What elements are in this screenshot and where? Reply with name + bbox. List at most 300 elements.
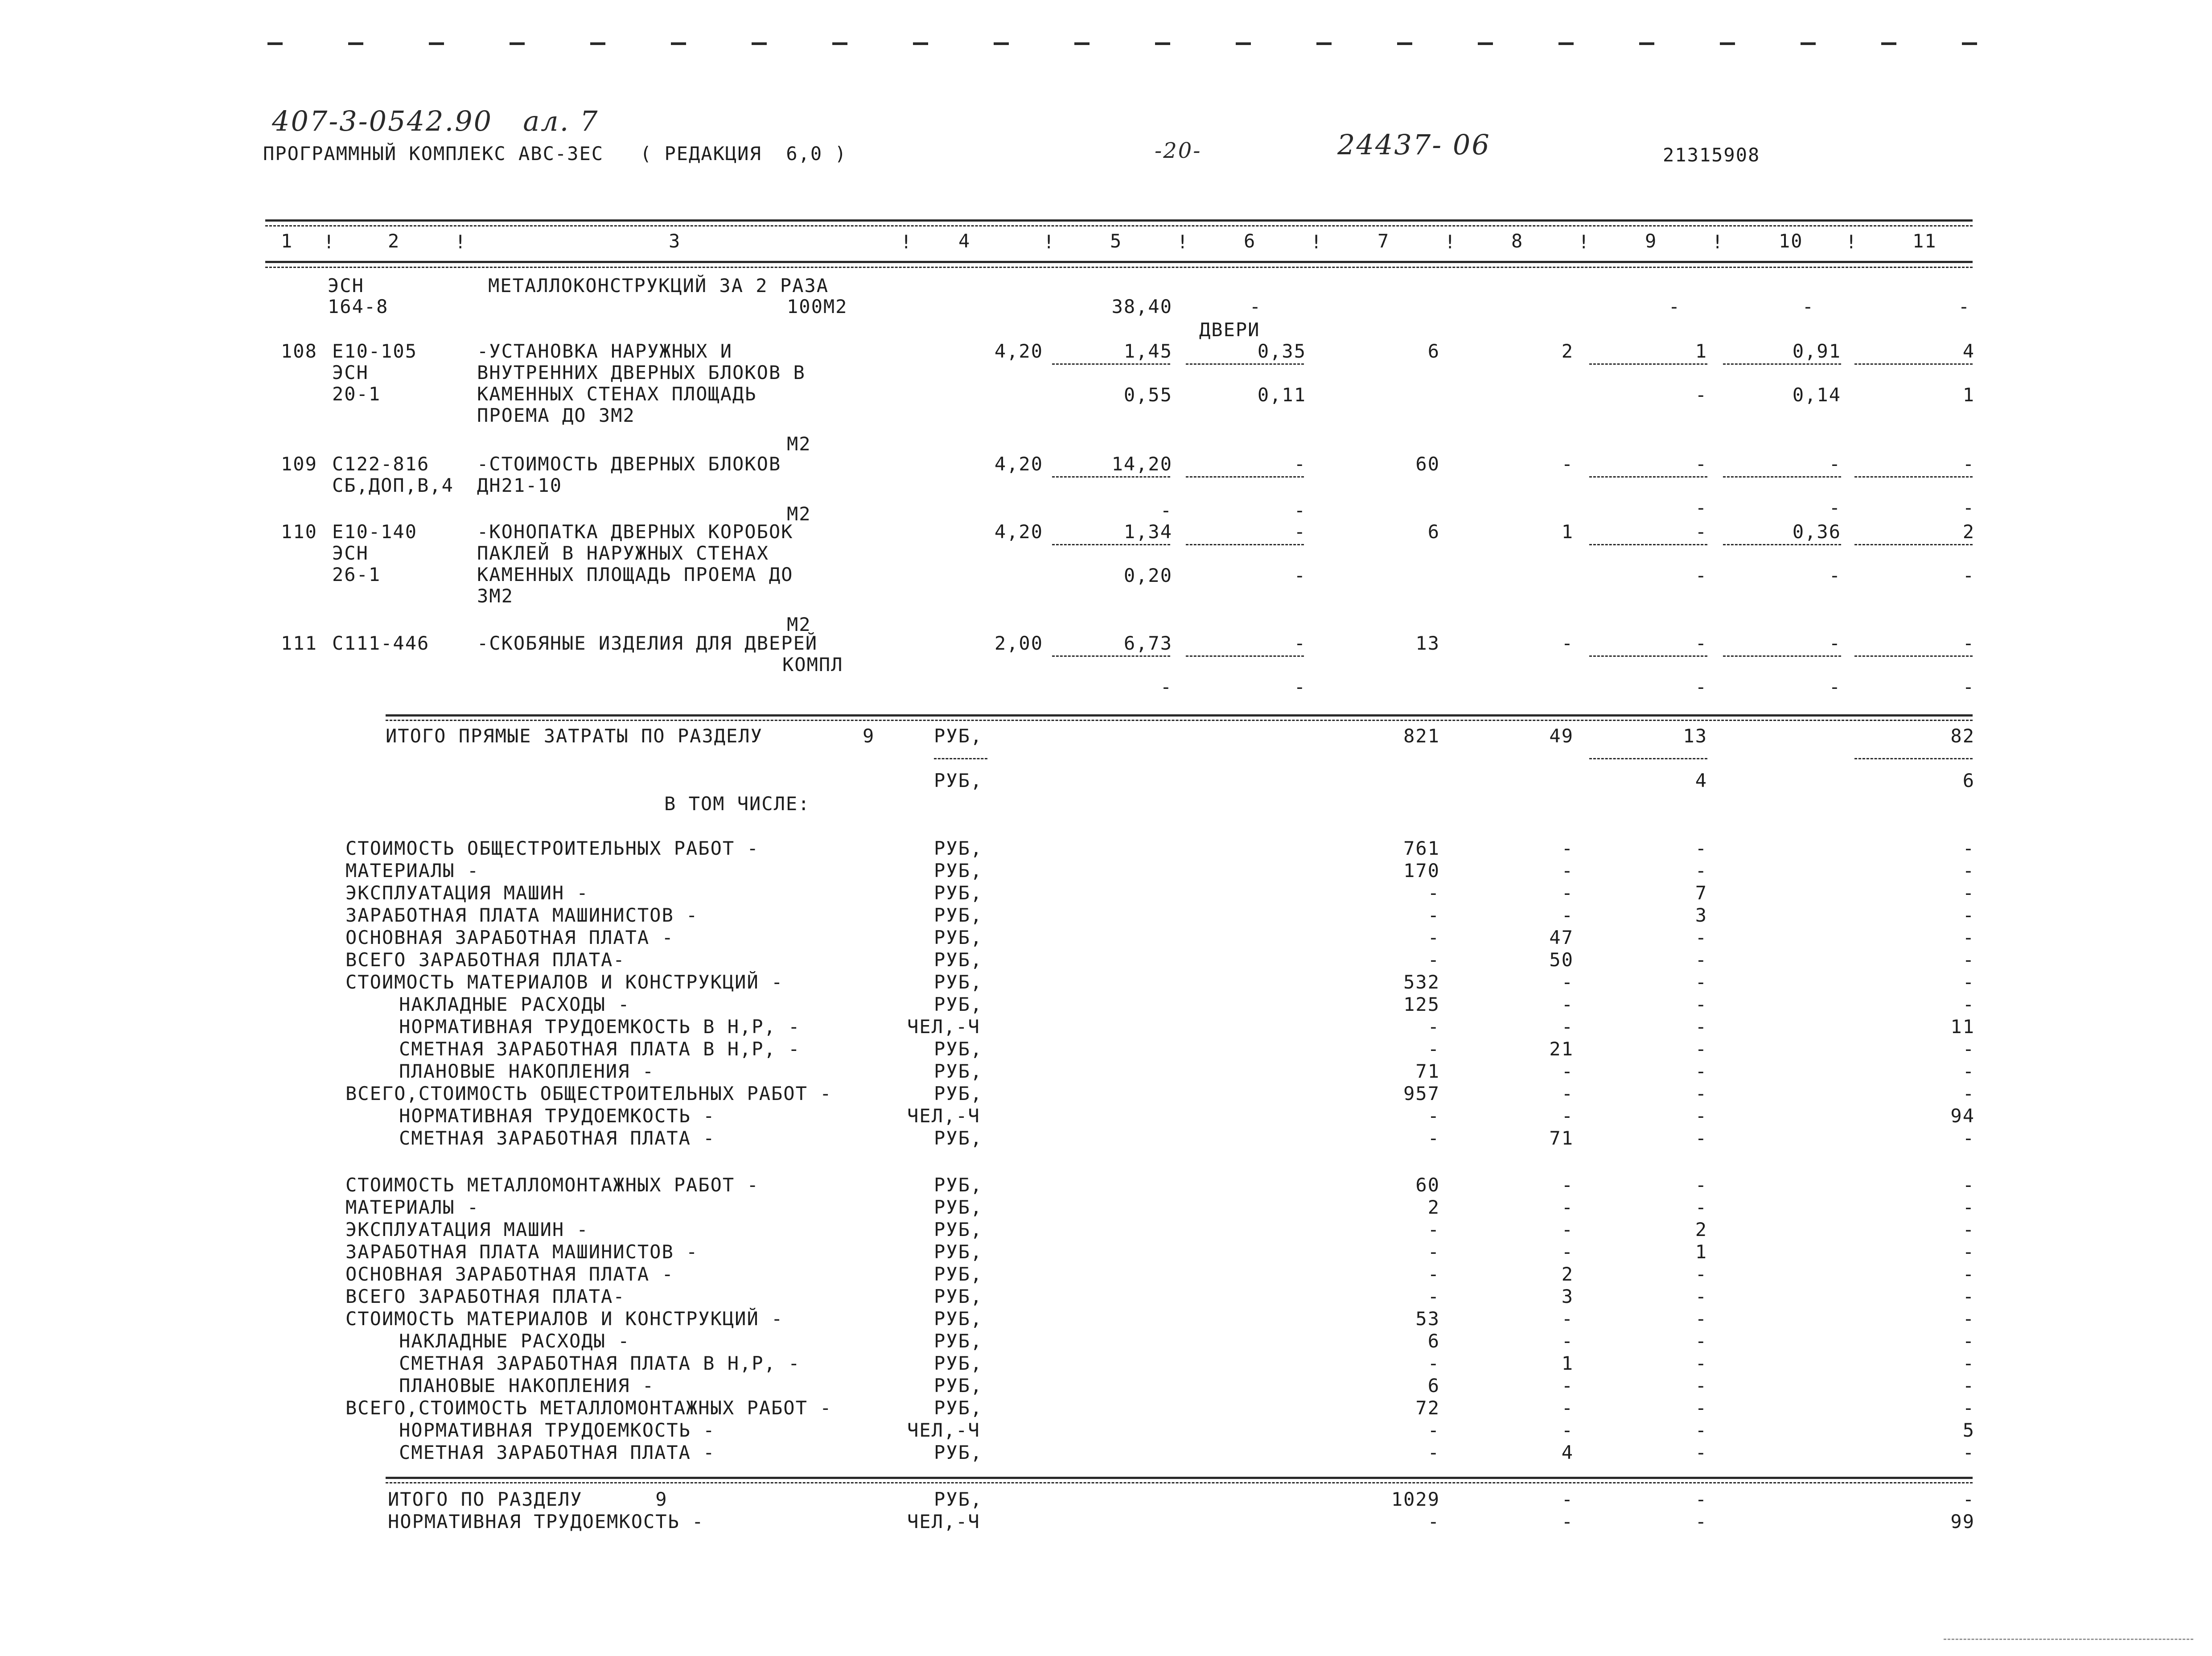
row-col9: -: [1695, 453, 1707, 475]
general-col11: -: [1962, 927, 1975, 948]
value-divider: [1589, 655, 1707, 657]
general-unit: РУБ,: [934, 1038, 983, 1060]
general-col7: -: [1427, 1016, 1440, 1038]
row-number: 109: [281, 453, 317, 475]
carried-row-unit: 100М2: [787, 296, 848, 317]
metal-col11: -: [1962, 1174, 1975, 1196]
row-col11: -: [1962, 632, 1975, 654]
row-unit: М2: [787, 433, 811, 455]
column-header-1: 1: [281, 230, 293, 252]
row-col6: 0,35: [1257, 340, 1306, 362]
general-unit: РУБ,: [934, 927, 983, 948]
general-label: СМЕТНАЯ ЗАРАБОТНАЯ ПЛАТА В Н,Р, -: [399, 1038, 801, 1060]
tick-mark: [1478, 42, 1493, 45]
row-unit: М2: [787, 503, 811, 525]
metal-col7: -: [1427, 1219, 1440, 1240]
row-col5-secondary: 0,20: [1123, 564, 1172, 586]
row-col9: -: [1695, 632, 1707, 654]
general-unit: РУБ,: [934, 993, 983, 1015]
row-col10: -: [1829, 632, 1841, 654]
row-col6-top: -: [1294, 499, 1306, 521]
metal-col8: -: [1561, 1419, 1574, 1441]
row-description: КАМЕННЫХ СТЕНАХ ПЛОЩАДЬ: [477, 383, 757, 405]
metal-col8: 1: [1561, 1352, 1574, 1374]
general-col8: -: [1561, 882, 1574, 904]
metal-unit: РУБ,: [934, 1196, 983, 1218]
column-separator: !: [1712, 231, 1724, 253]
row-code: С111-446: [332, 632, 430, 654]
general-col9: -: [1695, 1105, 1707, 1127]
metal-col7: 6: [1427, 1330, 1440, 1352]
general-col7: 532: [1403, 971, 1440, 993]
value-divider: [1052, 363, 1170, 365]
value-divider: [1052, 655, 1170, 657]
metal-col9: -: [1695, 1263, 1707, 1285]
value-divider: [1186, 363, 1304, 365]
value-divider: [1186, 655, 1304, 657]
metal-col8: -: [1561, 1219, 1574, 1240]
general-label: ВСЕГО,СТОИМОСТЬ ОБЩЕСТРОИТЕЛЬНЫХ РАБОТ -: [345, 1083, 832, 1104]
handwritten-document-code: 407-3-0542.90 ал. 7: [272, 105, 599, 137]
value-divider: [1186, 544, 1304, 545]
row-col9-secondary: -: [1695, 564, 1707, 586]
row-unit: КОМПЛ: [782, 654, 843, 676]
row-col10: 0,36: [1792, 521, 1841, 543]
general-col8: -: [1561, 971, 1574, 993]
general-unit: РУБ,: [934, 904, 983, 926]
column-header-8: 8: [1511, 230, 1524, 252]
col11-underline: [1854, 758, 1973, 759]
row-code: Е10-140: [332, 521, 418, 543]
row-col6: -: [1294, 453, 1306, 475]
general-unit: РУБ,: [934, 1083, 983, 1104]
tick-mark: [1155, 42, 1170, 45]
row-col7: 13: [1415, 632, 1440, 654]
general-label: СМЕТНАЯ ЗАРАБОТНАЯ ПЛАТА -: [399, 1127, 715, 1149]
value-divider: [1589, 476, 1707, 478]
section-total-rule-dashed: [386, 1482, 1973, 1483]
column-header-3: 3: [669, 230, 681, 252]
general-label: ОСНОВНАЯ ЗАРАБОТНАЯ ПЛАТА -: [345, 927, 674, 948]
general-label: ЗАРАБОТНАЯ ПЛАТА МАШИНИСТОВ -: [345, 904, 699, 926]
row-col11-secondary: -: [1962, 497, 1975, 519]
row-col5-secondary: -: [1160, 676, 1172, 698]
tick-mark: [994, 42, 1009, 45]
row-number: 108: [281, 340, 317, 362]
section-total-col9: -: [1695, 1488, 1707, 1510]
general-col7: -: [1427, 949, 1440, 971]
carried-row-col6: -: [1249, 296, 1262, 317]
metal-col9: -: [1695, 1375, 1707, 1396]
row-col6-secondary: -: [1294, 676, 1306, 698]
general-col7: -: [1427, 1038, 1440, 1060]
row-description: ВНУТРЕННИХ ДВЕРНЫХ БЛОКОВ В: [477, 362, 806, 383]
col9-underline: [1589, 758, 1707, 759]
general-col11: -: [1962, 993, 1975, 1015]
general-unit: ЧЕЛ,-Ч: [907, 1105, 980, 1127]
row-col10-secondary: -: [1829, 497, 1841, 519]
metal-col11: -: [1962, 1330, 1975, 1352]
row-col4: 4,20: [994, 340, 1043, 362]
row-code: СБ,ДОП,В,4: [332, 474, 454, 496]
metal-col9: -: [1695, 1330, 1707, 1352]
total-direct-col11: 82: [1950, 725, 1975, 747]
total-direct-col11-2: 6: [1962, 770, 1975, 791]
general-label: ЭКСПЛУАТАЦИЯ МАШИН -: [345, 882, 589, 904]
metal-col7: -: [1427, 1419, 1440, 1441]
metal-col7: -: [1427, 1263, 1440, 1285]
metal-col7: 60: [1415, 1174, 1440, 1196]
column-separator: !: [1311, 231, 1323, 253]
row-description: ПРОЕМА ДО 3М2: [477, 404, 635, 426]
row-col10-secondary: 0,14: [1792, 384, 1841, 406]
value-divider: [1854, 655, 1973, 657]
general-col9: -: [1695, 1016, 1707, 1038]
general-col11: -: [1962, 904, 1975, 926]
metal-unit: РУБ,: [934, 1285, 983, 1307]
section-total-col8: -: [1561, 1488, 1574, 1510]
metal-unit: ЧЕЛ,-Ч: [907, 1419, 980, 1441]
metal-col9: -: [1695, 1308, 1707, 1330]
metal-label: ПЛАНОВЫЕ НАКОПЛЕНИЯ -: [399, 1375, 655, 1396]
column-header-4: 4: [958, 230, 971, 252]
row-col10: -: [1829, 453, 1841, 475]
general-unit: РУБ,: [934, 882, 983, 904]
total-rule: [386, 714, 1973, 717]
row-col9: 1: [1695, 340, 1707, 362]
row-col9-secondary: -: [1695, 497, 1707, 519]
value-divider: [1723, 544, 1841, 545]
value-divider: [1052, 544, 1170, 545]
metal-unit: РУБ,: [934, 1308, 983, 1330]
row-col5: 1,34: [1123, 521, 1172, 543]
column-header-9: 9: [1645, 230, 1657, 252]
carried-row-code: 164-8: [328, 296, 389, 317]
row-col7: 60: [1415, 453, 1440, 475]
section-total-unit: ЧЕЛ,-Ч: [907, 1511, 980, 1532]
general-col8: 47: [1549, 927, 1574, 948]
row-col8: -: [1561, 453, 1574, 475]
general-col11: -: [1962, 1038, 1975, 1060]
general-col8: -: [1561, 993, 1574, 1015]
general-label: МАТЕРИАЛЫ -: [345, 860, 480, 882]
general-col11: -: [1962, 1127, 1975, 1149]
general-col7: 170: [1403, 860, 1440, 882]
general-col8: -: [1561, 860, 1574, 882]
total-direct-unit-2: РУБ,: [934, 770, 983, 791]
column-separator: !: [455, 231, 467, 253]
metal-col7: 72: [1415, 1397, 1440, 1419]
row-note: ДВЕРИ: [1199, 319, 1260, 341]
metal-col7: -: [1427, 1285, 1440, 1307]
general-label: НАКЛАДНЫЕ РАСХОДЫ -: [399, 993, 630, 1015]
row-description: ДН21-10: [477, 474, 563, 496]
general-col8: -: [1561, 904, 1574, 926]
row-col8: 1: [1561, 521, 1574, 543]
general-col11: -: [1962, 971, 1975, 993]
general-col7: -: [1427, 927, 1440, 948]
row-description: 3М2: [477, 585, 514, 607]
general-col11: 11: [1950, 1016, 1975, 1038]
row-number: 110: [281, 521, 317, 543]
row-col4: 2,00: [994, 632, 1043, 654]
metal-col8: 4: [1561, 1442, 1574, 1463]
tick-mark: [1720, 42, 1735, 45]
header-rule-bottom: [265, 261, 1973, 263]
row-number: 111: [281, 632, 317, 654]
tick-mark: [832, 42, 847, 45]
row-col11: 4: [1962, 340, 1975, 362]
row-col5: 14,20: [1111, 453, 1172, 475]
metal-label: НОРМАТИВНАЯ ТРУДОЕМКОСТЬ -: [399, 1419, 715, 1441]
row-description: -УСТАНОВКА НАРУЖНЫХ И: [477, 340, 733, 362]
carried-row-col5: 38,40: [1111, 296, 1172, 317]
general-col8: 50: [1549, 949, 1574, 971]
metal-col8: -: [1561, 1330, 1574, 1352]
section-total-col11: 99: [1950, 1511, 1975, 1532]
metal-label: ЭКСПЛУАТАЦИЯ МАШИН -: [345, 1219, 589, 1240]
metal-col8: -: [1561, 1196, 1574, 1218]
handwritten-number: 24437- 06: [1337, 128, 1491, 161]
tick-mark: [1962, 42, 1977, 45]
value-divider: [1186, 476, 1304, 478]
row-col4: 4,20: [994, 521, 1043, 543]
section-total-label: НОРМАТИВНАЯ ТРУДОЕМКОСТЬ -: [388, 1511, 704, 1532]
metal-unit: РУБ,: [934, 1241, 983, 1263]
total-rule-dashed: [386, 720, 1973, 721]
row-description: -КОНОПАТКА ДВЕРНЫХ КОРОБОК: [477, 521, 794, 543]
metal-col7: -: [1427, 1241, 1440, 1263]
row-col6-secondary: -: [1294, 564, 1306, 586]
general-col7: -: [1427, 1105, 1440, 1127]
general-col7: -: [1427, 882, 1440, 904]
metal-col9: -: [1695, 1196, 1707, 1218]
value-divider: [1723, 655, 1841, 657]
tick-mark: [1801, 42, 1816, 45]
metal-label: СМЕТНАЯ ЗАРАБОТНАЯ ПЛАТА -: [399, 1442, 715, 1463]
metal-unit: РУБ,: [934, 1263, 983, 1285]
metal-col11: -: [1962, 1285, 1975, 1307]
metal-unit: РУБ,: [934, 1397, 983, 1419]
metal-col11: -: [1962, 1241, 1975, 1263]
row-col5-secondary: 0,55: [1123, 384, 1172, 406]
general-col8: -: [1561, 1016, 1574, 1038]
general-col8: 71: [1549, 1127, 1574, 1149]
tick-mark: [752, 42, 767, 45]
metal-col11: -: [1962, 1263, 1975, 1285]
bottom-rule: [1944, 1639, 2193, 1640]
metal-col11: -: [1962, 1352, 1975, 1374]
metal-col9: -: [1695, 1419, 1707, 1441]
column-header-2: 2: [388, 230, 400, 252]
row-col9-secondary: -: [1695, 676, 1707, 698]
general-unit: РУБ,: [934, 837, 983, 859]
metal-label: СТОИМОСТЬ МЕТАЛЛОМОНТАЖНЫХ РАБОТ -: [345, 1174, 759, 1196]
row-code: 20-1: [332, 383, 381, 405]
metal-col11: -: [1962, 1442, 1975, 1463]
metal-col11: -: [1962, 1219, 1975, 1240]
metal-col8: -: [1561, 1174, 1574, 1196]
total-direct-label: ИТОГО ПРЯМЫЕ ЗАТРАТЫ ПО РАЗДЕЛУ: [386, 725, 763, 747]
column-separator: !: [1444, 231, 1457, 253]
total-direct-col8: 49: [1549, 725, 1574, 747]
general-label: ПЛАНОВЫЕ НАКОПЛЕНИЯ -: [399, 1060, 655, 1082]
carried-row-description: МЕТАЛЛОКОНСТРУКЦИЙ ЗА 2 РАЗА: [488, 275, 829, 297]
column-separator: !: [1846, 231, 1858, 253]
tick-mark: [913, 42, 928, 45]
metal-col8: -: [1561, 1397, 1574, 1419]
tick-mark: [1881, 42, 1896, 45]
general-col11: -: [1962, 860, 1975, 882]
section-total-col8: -: [1561, 1511, 1574, 1532]
metal-col7: -: [1427, 1352, 1440, 1374]
metal-col11: -: [1962, 1375, 1975, 1396]
metal-col8: -: [1561, 1308, 1574, 1330]
section-total-unit: РУБ,: [934, 1488, 983, 1510]
value-divider: [1854, 363, 1973, 365]
metal-col9: -: [1695, 1352, 1707, 1374]
row-col4: 4,20: [994, 453, 1043, 475]
general-col9: 7: [1695, 882, 1707, 904]
general-unit: ЧЕЛ,-Ч: [907, 1016, 980, 1038]
row-col11-secondary: -: [1962, 564, 1975, 586]
unit-underline: [934, 758, 987, 759]
metal-label: МАТЕРИАЛЫ -: [345, 1196, 480, 1218]
tick-mark: [1316, 42, 1332, 45]
general-label: СТОИМОСТЬ ОБЩЕСТРОИТЕЛЬНЫХ РАБОТ -: [345, 837, 759, 859]
value-divider: [1052, 476, 1170, 478]
metal-col11: 5: [1962, 1419, 1975, 1441]
metal-unit: РУБ,: [934, 1352, 983, 1374]
total-direct-section: 9: [863, 725, 875, 747]
tick-mark: [510, 42, 525, 45]
row-col5: 6,73: [1123, 632, 1172, 654]
column-separator: !: [323, 231, 336, 253]
row-description: -СКОБЯНЫЕ ИЗДЕЛИЯ ДЛЯ ДВЕРЕЙ: [477, 632, 818, 654]
general-col9: -: [1695, 971, 1707, 993]
metal-label: ВСЕГО,СТОИМОСТЬ МЕТАЛЛОМОНТАЖНЫХ РАБОТ -: [345, 1397, 832, 1419]
general-col8: -: [1561, 837, 1574, 859]
metal-col9: -: [1695, 1442, 1707, 1463]
row-col7: 6: [1427, 340, 1440, 362]
total-direct-col9: 13: [1683, 725, 1707, 747]
value-divider: [1589, 544, 1707, 545]
metal-label: ВСЕГО ЗАРАБОТНАЯ ПЛАТА-: [345, 1285, 625, 1307]
metal-label: СТОИМОСТЬ МАТЕРИАЛОВ И КОНСТРУКЦИЙ -: [345, 1308, 784, 1330]
section-total-col11: -: [1962, 1488, 1975, 1510]
tick-mark: [1397, 42, 1412, 45]
metal-col7: 2: [1427, 1196, 1440, 1218]
page-number: -20-: [1155, 138, 1202, 163]
metal-unit: РУБ,: [934, 1330, 983, 1352]
total-direct-unit: РУБ,: [934, 725, 983, 747]
metal-col7: 6: [1427, 1375, 1440, 1396]
section-total-col9: -: [1695, 1511, 1707, 1532]
row-description: КАМЕННЫХ ПЛОЩАДЬ ПРОЕМА ДО: [477, 564, 794, 585]
general-unit: РУБ,: [934, 860, 983, 882]
header-rule-bottom-dashed: [265, 267, 1973, 268]
metal-col8: -: [1561, 1375, 1574, 1396]
general-col11: -: [1962, 882, 1975, 904]
row-col7: 6: [1427, 521, 1440, 543]
total-direct-col7: 821: [1403, 725, 1440, 747]
row-col8: 2: [1561, 340, 1574, 362]
metal-col8: 2: [1561, 1263, 1574, 1285]
carried-row-col10: -: [1802, 296, 1814, 317]
tick-mark: [267, 42, 283, 45]
metal-col9: 1: [1695, 1241, 1707, 1263]
row-col11: -: [1962, 453, 1975, 475]
row-code: 26-1: [332, 564, 381, 585]
general-col7: 761: [1403, 837, 1440, 859]
value-divider: [1723, 363, 1841, 365]
row-code: С122-816: [332, 453, 430, 475]
general-col11: -: [1962, 1060, 1975, 1082]
general-col9: -: [1695, 860, 1707, 882]
section-total-rule: [386, 1477, 1973, 1479]
general-col7: 125: [1403, 993, 1440, 1015]
row-col9: -: [1695, 521, 1707, 543]
general-col9: -: [1695, 1060, 1707, 1082]
carried-row-col11: -: [1958, 296, 1970, 317]
general-col11: -: [1962, 1083, 1975, 1104]
row-col6: -: [1294, 521, 1306, 543]
general-col9: -: [1695, 993, 1707, 1015]
value-divider: [1723, 476, 1841, 478]
general-label: ВСЕГО ЗАРАБОТНАЯ ПЛАТА-: [345, 949, 625, 971]
general-col8: -: [1561, 1105, 1574, 1127]
metal-col8: -: [1561, 1241, 1574, 1263]
tick-mark: [429, 42, 444, 45]
metal-unit: РУБ,: [934, 1174, 983, 1196]
tick-mark: [348, 42, 363, 45]
column-header-10: 10: [1779, 230, 1803, 252]
tick-mark: [671, 42, 686, 45]
value-divider: [1854, 476, 1973, 478]
row-col9-secondary: -: [1695, 384, 1707, 406]
metal-col7: -: [1427, 1442, 1440, 1463]
row-col11-secondary: -: [1962, 676, 1975, 698]
general-col7: -: [1427, 1127, 1440, 1149]
row-unit: М2: [787, 614, 811, 635]
row-col8: -: [1561, 632, 1574, 654]
column-separator: !: [1177, 231, 1189, 253]
row-code: Е10-105: [332, 340, 418, 362]
general-unit: РУБ,: [934, 949, 983, 971]
metal-col11: -: [1962, 1397, 1975, 1419]
general-col9: -: [1695, 1083, 1707, 1104]
row-col10-secondary: -: [1829, 676, 1841, 698]
tick-mark: [1074, 42, 1090, 45]
column-separator: !: [1578, 231, 1591, 253]
general-col11: 94: [1950, 1105, 1975, 1127]
metal-unit: РУБ,: [934, 1375, 983, 1396]
tick-mark: [1639, 42, 1654, 45]
value-divider: [1854, 544, 1973, 545]
general-col9: -: [1695, 949, 1707, 971]
general-label: СТОИМОСТЬ МАТЕРИАЛОВ И КОНСТРУКЦИЙ -: [345, 971, 784, 993]
tick-mark: [1558, 42, 1574, 45]
row-code: ЭСН: [332, 362, 369, 383]
metal-unit: РУБ,: [934, 1219, 983, 1240]
metal-col11: -: [1962, 1308, 1975, 1330]
program-title: ПРОГРАММНЫЙ КОМПЛЕКС АВС-3ЕС ( РЕДАКЦИЯ 6,0 ): [263, 143, 847, 165]
row-description: -СТОИМОСТЬ ДВЕРНЫХ БЛОКОВ: [477, 453, 781, 475]
column-separator: !: [900, 231, 913, 253]
section-total-label: ИТОГО ПО РАЗДЕЛУ 9: [388, 1488, 668, 1510]
document-number: 21315908: [1663, 144, 1760, 166]
general-unit: РУБ,: [934, 1127, 983, 1149]
